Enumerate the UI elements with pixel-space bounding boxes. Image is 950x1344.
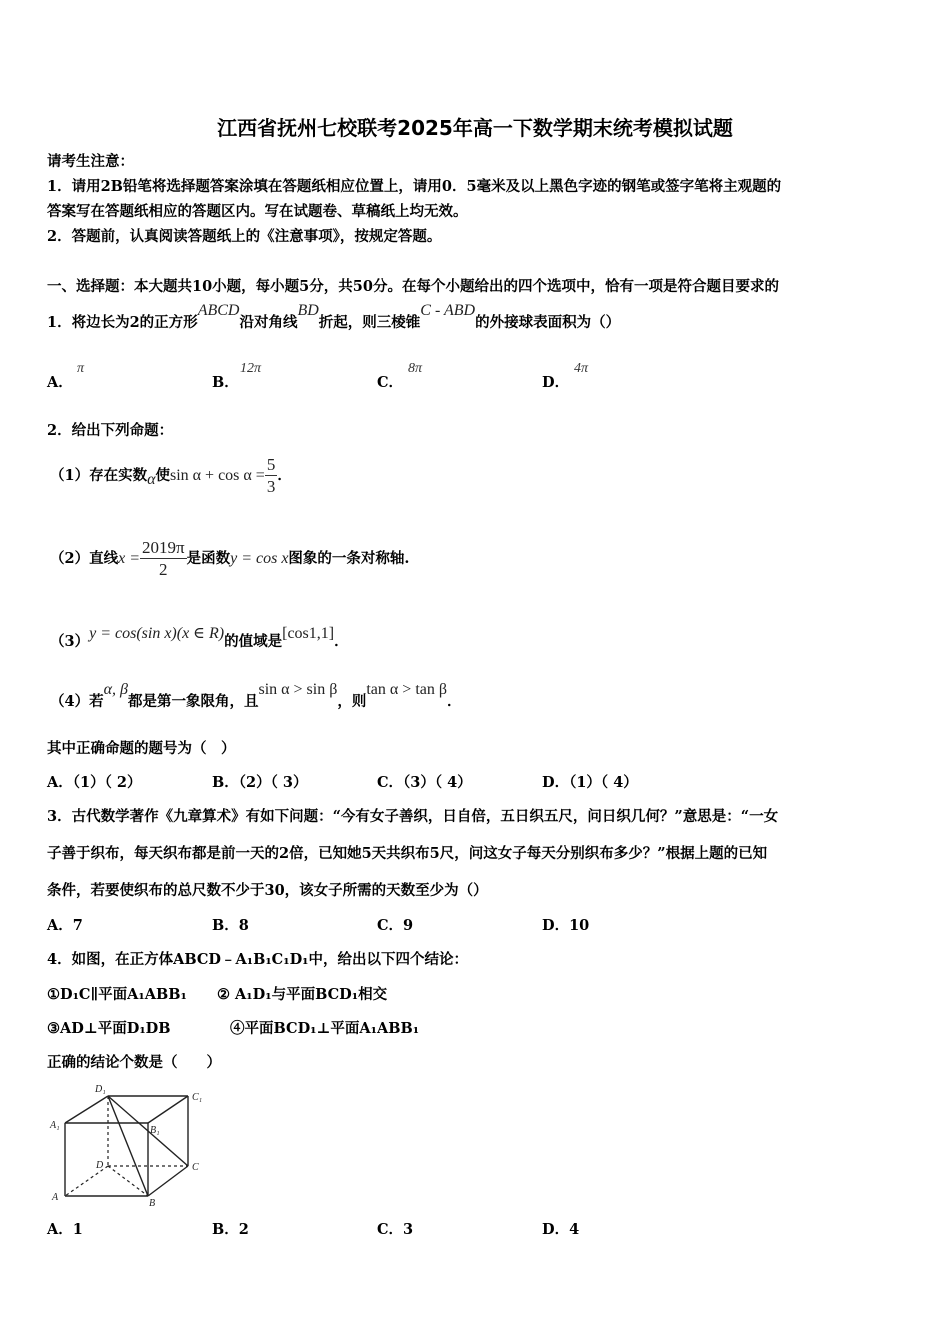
label-c: C bbox=[192, 1162, 199, 1173]
q3-line-1: 3．古代数学著作《九章算术》有如下问题：“今有女子善织，日自倍，五日织五尺，问日织几何？”意思是：“一女 bbox=[47, 808, 779, 825]
q2-option-a[interactable]: A．（1）（ 2） bbox=[47, 774, 142, 791]
q2-statement-1 bbox=[50, 452, 292, 500]
q1-option-a[interactable]: A． bbox=[47, 374, 73, 391]
notice-line-1: 1．请用2B铅笔将选择题答案涂填在答题纸相应位置上，请用0．5毫米及以上黑色字迹的钢笔或签字笔将主观题的 bbox=[47, 178, 782, 195]
q2-statement-2 bbox=[50, 535, 409, 583]
q1-option-d-value: 4π bbox=[574, 361, 589, 376]
label-d1: D₁ bbox=[95, 1084, 106, 1095]
q2-s2-num: 2019π bbox=[142, 537, 185, 557]
cube-figure bbox=[40, 1078, 220, 1208]
q3-option-b[interactable]: B．8 bbox=[212, 917, 249, 934]
q2-option-d[interactable]: D．（1）（ 4） bbox=[542, 774, 638, 791]
q3-option-d[interactable]: D．10 bbox=[542, 917, 590, 934]
q1-math-bd: BD bbox=[297, 302, 319, 319]
q2-s1-expr: sin α + cos α = bbox=[170, 467, 265, 484]
question-2-stem: 2．给出下列命题： bbox=[47, 422, 174, 439]
q4-conclusion-4: ④平面BCD₁⊥平面A₁ABB₁ bbox=[230, 1020, 420, 1037]
q1-text-1: 1．将边长为2的正方形 bbox=[47, 314, 198, 331]
label-a1: A₁ bbox=[50, 1120, 60, 1131]
q2-s4-mid: 都是第一象限角，且 bbox=[127, 693, 259, 710]
q1-option-a-value: π bbox=[77, 361, 85, 376]
q2-s4-cond: sin α > sin β bbox=[258, 681, 338, 698]
q2-s1-end: ． bbox=[277, 467, 292, 484]
q2-s2-mid: 是函数 bbox=[186, 550, 231, 567]
q2-s4-result: tan α > tan β bbox=[366, 681, 447, 698]
q2-s2-prefix: （2）直线 bbox=[50, 550, 119, 567]
q4-conclusion-1: ①D₁C∥平面A₁ABB₁ bbox=[47, 986, 187, 1003]
q4-option-b[interactable]: B．2 bbox=[212, 1221, 249, 1238]
q2-s1-var: α bbox=[147, 471, 156, 488]
q2-s1-mid: 使 bbox=[155, 467, 170, 484]
label-b1: B₁ bbox=[150, 1125, 160, 1136]
q1-math-cabd: C - ABD bbox=[420, 302, 476, 319]
q1-option-b[interactable]: B． bbox=[212, 374, 239, 391]
q1-text-2: 沿对角线 bbox=[239, 314, 298, 331]
q2-s3-end: ． bbox=[334, 633, 349, 650]
q1-option-d[interactable]: D． bbox=[542, 374, 570, 391]
q2-s2-lhs: x = bbox=[118, 550, 140, 567]
q2-s3-expr: y = cos(sin x)(x ∈ R) bbox=[89, 625, 225, 642]
q2-s4-then: ，则 bbox=[337, 693, 367, 710]
q2-s4-end: ． bbox=[447, 693, 462, 710]
q2-s1-num: 5 bbox=[266, 454, 276, 474]
q2-s2-end: 图象的一条对称轴. bbox=[288, 550, 410, 567]
q1-option-c-value: 8π bbox=[408, 361, 423, 376]
notice-line-2: 2．答题前，认真阅读答题纸上的《注意事项》，按规定答题。 bbox=[47, 228, 442, 245]
q2-s2-func: y = cos x bbox=[230, 550, 289, 567]
q1-option-c[interactable]: C． bbox=[377, 374, 404, 391]
q2-option-c[interactable]: C．（3）（ 4） bbox=[377, 774, 472, 791]
q3-line-3: 条件，若要使织布的总尺数不少于30，该女子所需的天数至少为（） bbox=[47, 882, 488, 899]
q4-conclusion-2: ② A₁D₁与平面BCD₁相交 bbox=[217, 986, 388, 1003]
q4-ask: 正确的结论个数是（ ） bbox=[47, 1054, 221, 1071]
q2-s1-den: 3 bbox=[266, 476, 276, 496]
label-a: A bbox=[52, 1192, 59, 1203]
q1-text-3: 折起，则三棱锥 bbox=[318, 314, 421, 331]
q2-s2-den: 2 bbox=[159, 559, 168, 579]
q2-ask: 其中正确命题的题号为（ ） bbox=[47, 740, 236, 757]
q2-s3-prefix: （3） bbox=[50, 633, 90, 650]
question-1 bbox=[47, 302, 621, 340]
q2-s3-mid: 的值域是 bbox=[224, 633, 283, 650]
q4-option-a[interactable]: A．1 bbox=[47, 1221, 83, 1238]
q3-option-c[interactable]: C．9 bbox=[377, 917, 414, 934]
label-d: D bbox=[96, 1160, 104, 1171]
notice-heading: 请考生注意： bbox=[47, 153, 134, 170]
q2-s4-prefix: （4）若 bbox=[50, 693, 104, 710]
notice-line-1b: 答案写在答题纸相应的答题区内。写在试题卷、草稿纸上均无效。 bbox=[47, 203, 468, 220]
q4-conclusion-3: ③AD⊥平面D₁DB bbox=[47, 1020, 171, 1037]
q4-option-c[interactable]: C．3 bbox=[377, 1221, 414, 1238]
q3-line-2: 子善于织布，每天织布都是前一天的2倍，已知她5天共织布5尺，问这女子每天分别织布多少？”根据上题的已知 bbox=[47, 845, 768, 862]
q1-text-4: 的外接球表面积为（） bbox=[475, 314, 621, 331]
q2-s2-fraction bbox=[140, 538, 187, 581]
q2-statement-4 bbox=[50, 682, 462, 722]
q2-s3-range: [cos1,1] bbox=[282, 625, 335, 642]
q2-statement-3 bbox=[50, 622, 349, 662]
label-b: B bbox=[149, 1198, 156, 1208]
q1-option-b-value: 12π bbox=[240, 361, 262, 376]
page-title: 江西省抚州七校联考2025年高一下数学期末统考模拟试题 bbox=[217, 116, 733, 140]
q1-math-abcd: ABCD bbox=[197, 302, 240, 319]
q2-option-b[interactable]: B．（2）（ 3） bbox=[212, 774, 308, 791]
q2-s4-vars: α, β bbox=[103, 681, 128, 698]
q3-option-a[interactable]: A．7 bbox=[47, 917, 83, 934]
q4-option-d[interactable]: D．4 bbox=[542, 1221, 580, 1238]
section-heading: 一、选择题：本大题共10小题，每小题5分，共50分。在每个小题给出的四个选项中，恰有一项是符合题目要求的 bbox=[47, 278, 779, 295]
q2-s1-prefix: （1）存在实数 bbox=[50, 467, 148, 484]
q2-s1-fraction bbox=[265, 455, 278, 498]
label-c1: C₁ bbox=[192, 1092, 203, 1103]
q4-stem: 4．如图，在正方体ABCD﹣A₁B₁C₁D₁中，给出以下四个结论： bbox=[47, 951, 469, 968]
